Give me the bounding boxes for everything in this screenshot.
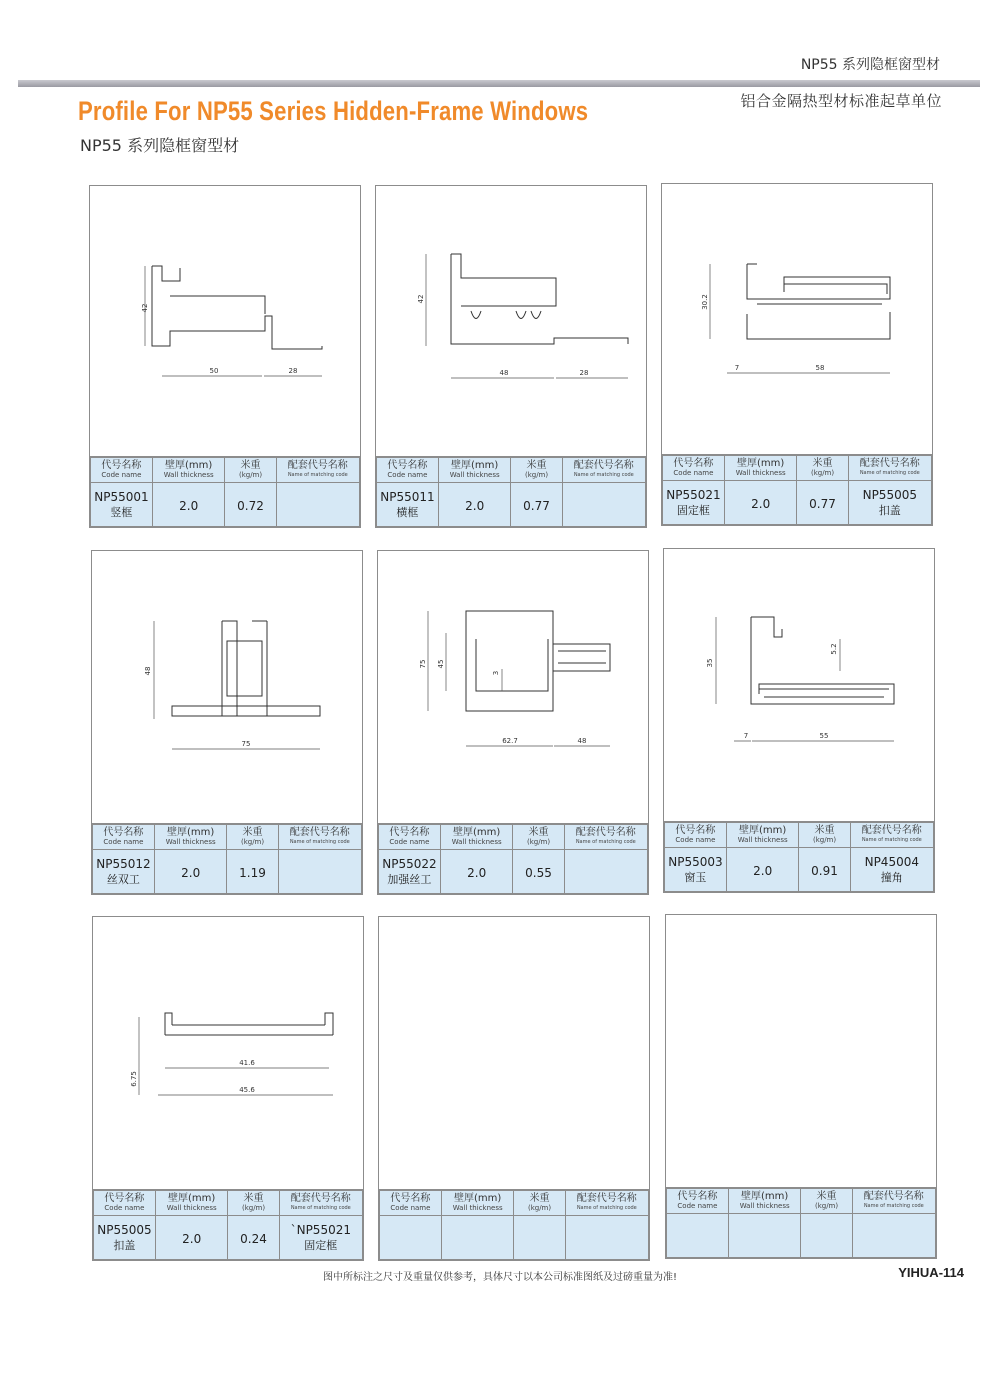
header-weight-cn: 米重 bbox=[526, 460, 547, 471]
header-wall-en: Wall thickness bbox=[739, 1202, 790, 1210]
header-match bbox=[852, 1189, 935, 1214]
dimension-label: 28 bbox=[288, 367, 298, 375]
header-code-cn: 代号名称 bbox=[101, 460, 142, 471]
page-title-english: Profile For NP55 Series Hidden-Frame Windows bbox=[78, 96, 589, 126]
header-wall-en: Wall thickness bbox=[452, 1204, 503, 1212]
profile-code: NP55011 bbox=[380, 489, 435, 504]
header-weight-en: (kg/m) bbox=[524, 471, 549, 479]
header-wall-en: Wall thickness bbox=[165, 838, 216, 846]
header-wall-cn: 壁厚(mm) bbox=[451, 460, 499, 471]
header-weight-en: (kg/m) bbox=[241, 1204, 266, 1212]
spec-value-row bbox=[380, 1216, 649, 1260]
header-weight-en: (kg/m) bbox=[526, 838, 551, 846]
weight-cell bbox=[514, 1216, 565, 1260]
profile-outline bbox=[751, 617, 894, 704]
header-match-en: Name of matching code bbox=[859, 470, 920, 476]
dimension-label: 28 bbox=[579, 369, 589, 377]
header-code bbox=[94, 1191, 156, 1216]
header-code-en: Code name bbox=[673, 469, 714, 477]
code-cell bbox=[91, 483, 153, 527]
header-match bbox=[278, 825, 361, 850]
weight-cell bbox=[799, 848, 850, 892]
spec-table bbox=[379, 1189, 649, 1260]
matching-code: NP55005 bbox=[862, 487, 917, 502]
wall-thickness-value: 2.0 bbox=[181, 866, 201, 880]
profile-card bbox=[91, 550, 363, 895]
header-code bbox=[377, 458, 439, 483]
match-cell bbox=[848, 481, 931, 525]
profile-cross-section bbox=[664, 549, 934, 820]
wall-cell bbox=[724, 481, 797, 525]
profile-outline bbox=[466, 611, 610, 711]
spec-value-row bbox=[379, 850, 648, 894]
wall-cell bbox=[155, 1216, 228, 1260]
header-weight-cn: 米重 bbox=[812, 458, 833, 469]
header-match-en: Name of matching code bbox=[861, 837, 922, 843]
match-cell bbox=[279, 1216, 362, 1260]
spec-value-row bbox=[94, 1216, 363, 1260]
header-wall-en: Wall thickness bbox=[737, 836, 788, 844]
spec-value-row bbox=[663, 481, 932, 525]
dimension-label: 45.6 bbox=[239, 1086, 255, 1094]
profile-cross-section bbox=[666, 915, 936, 1186]
spec-table-grid bbox=[379, 1190, 649, 1260]
header-wall-cn: 壁厚(mm) bbox=[741, 1191, 789, 1202]
header-wall bbox=[155, 1191, 228, 1216]
spec-table-grid bbox=[376, 457, 646, 527]
header-wall-en: Wall thickness bbox=[735, 469, 786, 477]
header-wall bbox=[440, 825, 513, 850]
header-match-en: Name of matching code bbox=[863, 1203, 924, 1209]
dimension-label: 55 bbox=[819, 732, 829, 740]
profile-code: NP55005 bbox=[97, 1222, 152, 1237]
profile-cross-section bbox=[378, 551, 648, 822]
header-match-cn: 配套代号名称 bbox=[576, 1193, 637, 1204]
spec-table bbox=[662, 454, 932, 525]
weight-cell bbox=[227, 850, 278, 894]
profile-cross-section bbox=[379, 917, 649, 1188]
profile-card bbox=[663, 548, 935, 893]
header-weight-en: (kg/m) bbox=[527, 1204, 552, 1212]
header-wall-cn: 壁厚(mm) bbox=[737, 458, 785, 469]
header-code-cn: 代号名称 bbox=[675, 825, 716, 836]
matching-name: 扣盖 bbox=[878, 503, 901, 517]
header-code bbox=[93, 825, 155, 850]
wall-cell bbox=[438, 483, 511, 527]
spec-value-row bbox=[667, 1214, 936, 1258]
header-weight-cn: 米重 bbox=[528, 827, 549, 838]
dimension-label: 48 bbox=[144, 666, 152, 676]
spec-header-row bbox=[665, 823, 934, 848]
match-cell bbox=[565, 1216, 648, 1260]
header-wall-en: Wall thickness bbox=[451, 838, 502, 846]
header-weight-en: (kg/m) bbox=[238, 471, 263, 479]
header-match bbox=[848, 456, 931, 481]
profile-cross-section bbox=[93, 917, 363, 1188]
header-match bbox=[565, 1191, 648, 1216]
header-weight bbox=[227, 825, 278, 850]
weight-cell bbox=[225, 483, 276, 527]
code-cell bbox=[379, 850, 441, 894]
dimension-lines bbox=[428, 611, 610, 746]
header-wall-cn: 壁厚(mm) bbox=[168, 1193, 216, 1204]
header-weight bbox=[225, 458, 276, 483]
match-cell bbox=[852, 1214, 935, 1258]
header-code bbox=[663, 456, 725, 481]
wall-cell bbox=[440, 850, 513, 894]
dimension-label: 75 bbox=[241, 740, 251, 748]
header-wall bbox=[438, 458, 511, 483]
dimension-label: 42 bbox=[417, 294, 425, 304]
profile-card bbox=[665, 914, 937, 1259]
page-number: YIHUA-114 bbox=[898, 1265, 964, 1280]
header-match bbox=[279, 1191, 362, 1216]
dimension-label: 41.6 bbox=[239, 1059, 255, 1067]
match-cell bbox=[850, 848, 933, 892]
profile-name: 竖框 bbox=[110, 505, 133, 519]
profile-code: NP55003 bbox=[668, 854, 723, 869]
weight-value: 0.72 bbox=[237, 499, 264, 513]
spec-table bbox=[378, 823, 648, 894]
header-code-en: Code name bbox=[677, 1202, 718, 1210]
profile-card bbox=[92, 916, 364, 1261]
header-code-en: Code name bbox=[103, 838, 144, 846]
wall-cell bbox=[152, 483, 225, 527]
header-match-en: Name of matching code bbox=[576, 1205, 637, 1211]
spec-table bbox=[92, 823, 362, 894]
header-weight-cn: 米重 bbox=[240, 460, 261, 471]
dimension-label: 6.75 bbox=[130, 1071, 138, 1087]
profile-cross-section bbox=[662, 184, 932, 453]
dimension-label: 48 bbox=[577, 737, 587, 745]
profile-card bbox=[375, 185, 647, 528]
header-wall-cn: 壁厚(mm) bbox=[739, 825, 787, 836]
header-weight bbox=[513, 825, 564, 850]
header-code-cn: 代号名称 bbox=[673, 458, 714, 469]
header-match bbox=[564, 825, 647, 850]
header-weight-en: (kg/m) bbox=[240, 838, 265, 846]
wall-cell bbox=[441, 1216, 514, 1260]
spec-table-grid bbox=[666, 1188, 936, 1258]
header-match-en: Name of matching code bbox=[290, 1205, 351, 1211]
spec-header-row bbox=[380, 1191, 649, 1216]
header-code-cn: 代号名称 bbox=[677, 1191, 718, 1202]
profile-outline bbox=[172, 621, 320, 716]
header-weight-cn: 米重 bbox=[243, 1193, 264, 1204]
wall-thickness-value: 2.0 bbox=[751, 497, 771, 511]
header-weight-en: (kg/m) bbox=[812, 836, 837, 844]
header-weight-cn: 米重 bbox=[816, 1191, 837, 1202]
header-wall-cn: 壁厚(mm) bbox=[454, 1193, 502, 1204]
header-match-cn: 配套代号名称 bbox=[287, 460, 348, 471]
header-wall bbox=[726, 823, 799, 848]
header-match bbox=[276, 458, 359, 483]
header-weight bbox=[799, 823, 850, 848]
spec-header-row bbox=[94, 1191, 363, 1216]
header-code-en: Code name bbox=[389, 838, 430, 846]
profile-name: 固定框 bbox=[676, 503, 710, 517]
header-weight-en: (kg/m) bbox=[810, 469, 835, 477]
header-weight bbox=[797, 456, 848, 481]
match-cell bbox=[276, 483, 359, 527]
header-wall-cn: 壁厚(mm) bbox=[167, 827, 215, 838]
header-code-en: Code name bbox=[101, 471, 142, 479]
code-cell bbox=[667, 1214, 729, 1258]
dimension-label: 5.2 bbox=[830, 643, 838, 655]
spec-table-grid bbox=[90, 457, 360, 527]
header-match-cn: 配套代号名称 bbox=[859, 458, 920, 469]
header-wall-cn: 壁厚(mm) bbox=[453, 827, 501, 838]
profile-cross-section bbox=[90, 186, 360, 455]
profile-name: 窗玉 bbox=[684, 870, 707, 884]
header-match-cn: 配套代号名称 bbox=[573, 460, 634, 471]
spec-value-row bbox=[93, 850, 362, 894]
header-wall-en: Wall thickness bbox=[449, 471, 500, 479]
profile-card bbox=[377, 550, 649, 895]
matching-code: NP45004 bbox=[864, 854, 919, 869]
weight-value: 0.91 bbox=[811, 864, 838, 878]
spec-table bbox=[90, 456, 360, 527]
header-weight bbox=[514, 1191, 565, 1216]
header-match-cn: 配套代号名称 bbox=[290, 1193, 351, 1204]
code-cell bbox=[93, 850, 155, 894]
header-wall bbox=[724, 456, 797, 481]
spec-header-row bbox=[377, 458, 646, 483]
header-match bbox=[562, 458, 645, 483]
spec-table bbox=[93, 1189, 363, 1260]
dimension-label: 45 bbox=[437, 659, 445, 669]
profile-code: NP55021 bbox=[666, 487, 721, 502]
profile-card bbox=[661, 183, 933, 526]
profile-card bbox=[89, 185, 361, 528]
header-weight bbox=[801, 1189, 852, 1214]
spec-table-grid bbox=[662, 455, 932, 525]
profile-cross-section bbox=[376, 186, 646, 455]
spec-table bbox=[666, 1187, 936, 1258]
dimension-label: 35 bbox=[706, 658, 714, 668]
profile-name: 扣盖 bbox=[113, 1238, 136, 1252]
wall-cell bbox=[726, 848, 799, 892]
header-match-cn: 配套代号名称 bbox=[289, 827, 350, 838]
header-weight-en: (kg/m) bbox=[814, 1202, 839, 1210]
dimension-label: 50 bbox=[209, 367, 219, 375]
spec-table bbox=[664, 821, 934, 892]
dimension-label: 30.2 bbox=[701, 294, 709, 310]
spec-table-grid bbox=[378, 824, 648, 894]
header-match-cn: 配套代号名称 bbox=[861, 825, 922, 836]
header-code-cn: 代号名称 bbox=[390, 1193, 431, 1204]
profile-outline bbox=[165, 1013, 333, 1035]
spec-value-row bbox=[91, 483, 360, 527]
header-code-cn: 代号名称 bbox=[104, 1193, 145, 1204]
spec-table bbox=[376, 456, 646, 527]
profile-outline bbox=[747, 264, 890, 339]
spec-header-row bbox=[91, 458, 360, 483]
dimension-label: 3 bbox=[492, 670, 500, 676]
header-wall bbox=[441, 1191, 514, 1216]
spec-header-row bbox=[93, 825, 362, 850]
organization-label: 铝合金隔热型材标准起草单位 bbox=[740, 92, 942, 110]
footer-note: 图中所标注之尺寸及重量仅供参考，具体尺寸以本公司标准图纸及过磅重量为准! bbox=[322, 1272, 677, 1283]
dimension-label: 7 bbox=[743, 732, 749, 740]
header-match bbox=[850, 823, 933, 848]
weight-cell bbox=[511, 483, 562, 527]
spec-value-row bbox=[377, 483, 646, 527]
code-cell bbox=[94, 1216, 156, 1260]
dimension-lines bbox=[710, 264, 890, 373]
code-cell bbox=[665, 848, 727, 892]
weight-value: 0.77 bbox=[809, 497, 836, 511]
header-weight-cn: 米重 bbox=[814, 825, 835, 836]
spec-table-grid bbox=[664, 822, 934, 892]
header-wall-en: Wall thickness bbox=[163, 471, 214, 479]
header-code-cn: 代号名称 bbox=[389, 827, 430, 838]
header-code-en: Code name bbox=[675, 836, 716, 844]
spec-header-row bbox=[663, 456, 932, 481]
header-code bbox=[665, 823, 727, 848]
profile-cross-section bbox=[92, 551, 362, 822]
weight-value: 1.19 bbox=[239, 866, 266, 880]
dimension-label: 62.7 bbox=[502, 737, 518, 745]
header-weight bbox=[228, 1191, 279, 1216]
match-cell bbox=[562, 483, 645, 527]
wall-thickness-value: 2.0 bbox=[182, 1232, 202, 1246]
header-code bbox=[379, 825, 441, 850]
weight-value: 0.55 bbox=[525, 866, 552, 880]
match-cell bbox=[564, 850, 647, 894]
spec-table-grid bbox=[92, 824, 362, 894]
header-match-en: Name of matching code bbox=[289, 839, 350, 845]
wall-cell bbox=[728, 1214, 801, 1258]
code-cell bbox=[380, 1216, 442, 1260]
header-code-cn: 代号名称 bbox=[387, 460, 428, 471]
wall-thickness-value: 2.0 bbox=[753, 864, 773, 878]
matching-name: 固定框 bbox=[304, 1238, 338, 1252]
profile-code: NP55012 bbox=[96, 856, 151, 871]
weight-cell bbox=[513, 850, 564, 894]
profile-code: NP55022 bbox=[382, 856, 437, 871]
header-wall-cn: 壁厚(mm) bbox=[165, 460, 213, 471]
wall-cell bbox=[154, 850, 227, 894]
header-code-cn: 代号名称 bbox=[103, 827, 144, 838]
dimension-label: 75 bbox=[419, 659, 427, 669]
matching-name: 撞角 bbox=[880, 870, 903, 884]
header-wall-en: Wall thickness bbox=[166, 1204, 217, 1212]
header-code-en: Code name bbox=[387, 471, 428, 479]
series-label-top: NP55 系列隐框窗型材 bbox=[800, 57, 940, 73]
header-match-cn: 配套代号名称 bbox=[575, 827, 636, 838]
dimension-lines bbox=[716, 617, 894, 741]
header-code-en: Code name bbox=[390, 1204, 431, 1212]
header-weight bbox=[511, 458, 562, 483]
header-match-en: Name of matching code bbox=[573, 472, 634, 478]
header-match-en: Name of matching code bbox=[287, 472, 348, 478]
code-cell bbox=[377, 483, 439, 527]
profile-name: 丝双工 bbox=[106, 872, 140, 886]
header-wall bbox=[154, 825, 227, 850]
match-cell bbox=[278, 850, 361, 894]
wall-thickness-value: 2.0 bbox=[179, 499, 199, 513]
header-bar bbox=[18, 80, 980, 87]
weight-cell bbox=[797, 481, 848, 525]
wall-thickness-value: 2.0 bbox=[467, 866, 487, 880]
spec-table-grid bbox=[93, 1190, 363, 1260]
profile-outline bbox=[451, 254, 628, 344]
profile-outline bbox=[152, 266, 322, 349]
spec-value-row bbox=[665, 848, 934, 892]
profile-name: 横框 bbox=[396, 505, 419, 519]
weight-cell bbox=[228, 1216, 279, 1260]
profile-code: NP55001 bbox=[94, 489, 149, 504]
page-title-chinese: NP55 系列隐框窗型材 bbox=[80, 136, 240, 155]
matching-code: `NP55021 bbox=[290, 1222, 351, 1237]
dimension-label: 42 bbox=[141, 303, 149, 313]
dimension-label: 58 bbox=[815, 364, 825, 372]
header-weight-cn: 米重 bbox=[529, 1193, 550, 1204]
header-match-en: Name of matching code bbox=[575, 839, 636, 845]
dimension-lines bbox=[426, 254, 628, 378]
header-code bbox=[667, 1189, 729, 1214]
dimension-label: 48 bbox=[499, 369, 509, 377]
dimension-lines bbox=[145, 266, 322, 376]
spec-header-row bbox=[379, 825, 648, 850]
dimension-label: 7 bbox=[734, 364, 740, 372]
header-wall bbox=[152, 458, 225, 483]
wall-thickness-value: 2.0 bbox=[465, 499, 485, 513]
header-code bbox=[91, 458, 153, 483]
header-match-cn: 配套代号名称 bbox=[863, 1191, 924, 1202]
spec-header-row bbox=[667, 1189, 936, 1214]
profile-card bbox=[378, 916, 650, 1261]
weight-value: 0.77 bbox=[523, 499, 550, 513]
weight-cell bbox=[801, 1214, 852, 1258]
header-code-en: Code name bbox=[104, 1204, 145, 1212]
dimension-lines bbox=[139, 1017, 333, 1095]
profile-name: 加强丝工 bbox=[387, 872, 432, 886]
weight-value: 0.24 bbox=[240, 1232, 267, 1246]
header-weight-cn: 米重 bbox=[242, 827, 263, 838]
header-wall bbox=[728, 1189, 801, 1214]
code-cell bbox=[663, 481, 725, 525]
header-code bbox=[380, 1191, 442, 1216]
